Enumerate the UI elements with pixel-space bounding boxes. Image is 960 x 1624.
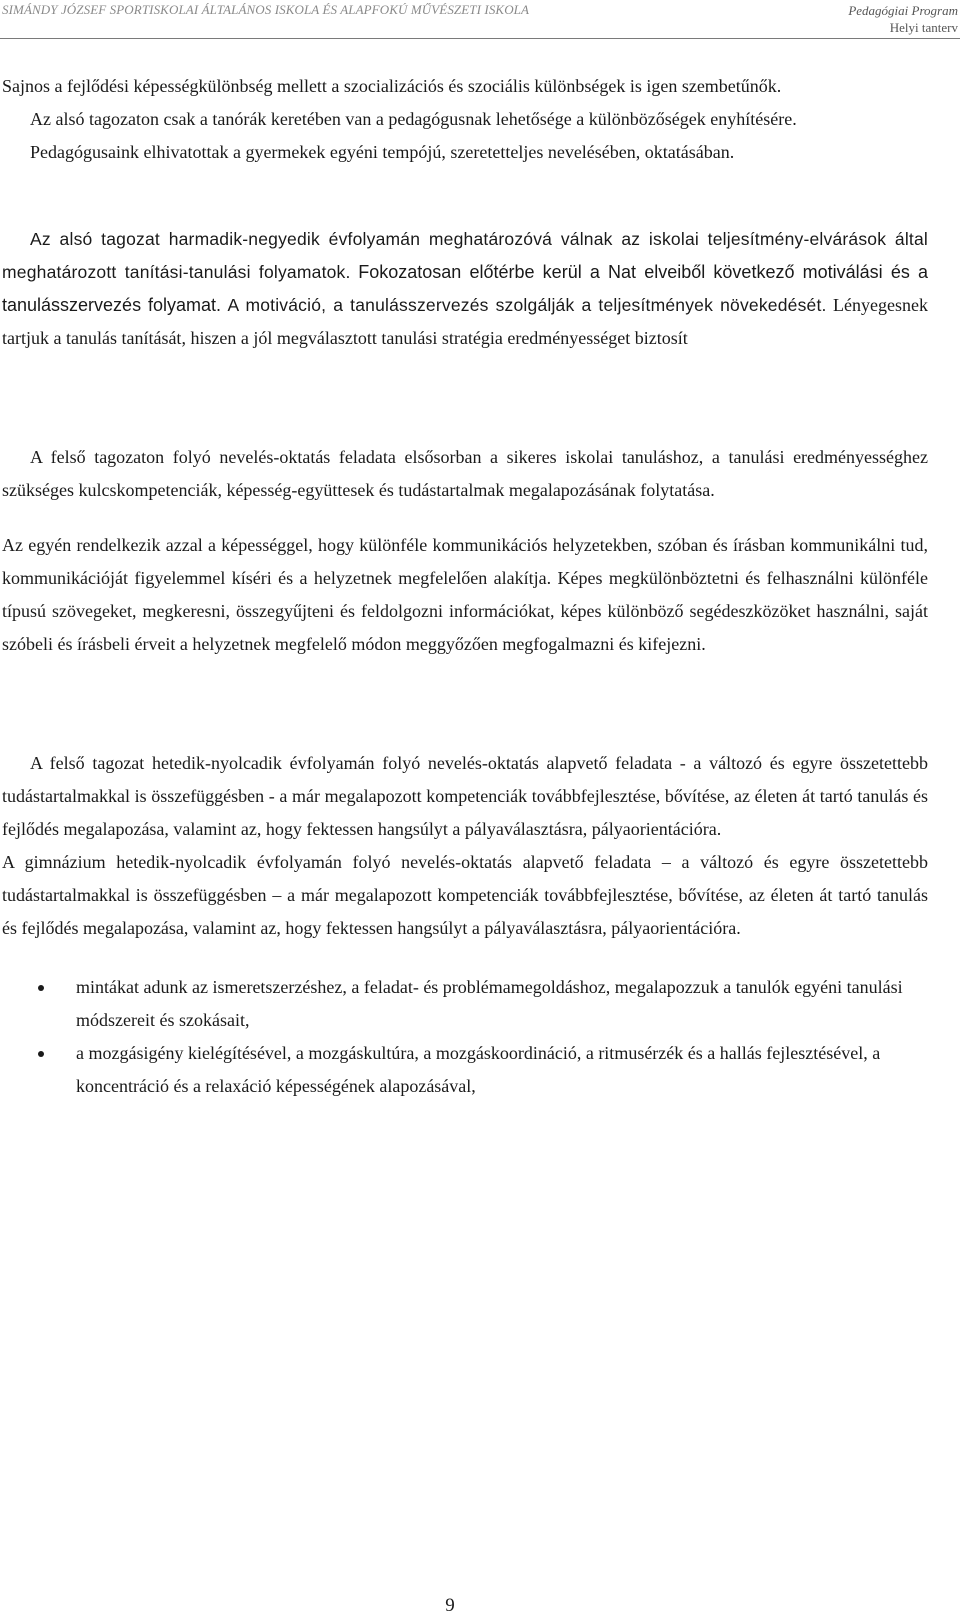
header-document-info: [848, 2, 958, 36]
spacer: [2, 507, 928, 529]
paragraph-socialization: Sajnos a fejlődési képességkülönbség mellett a szocializációs és szociális különbségek is igen szembetűnők.: [2, 76, 782, 96]
paragraph-upper-grade-tasks: A felső tagozaton folyó nevelés-oktatás feladata elsősorban a sikeres iskolai tanuláshoz, a tanulási eredményességhez szükséges kulcskompetenciák, képesség-együttesek és tudástartalmak megalapozásának folytatása.: [2, 447, 928, 500]
page-header: [0, 0, 960, 39]
paragraph-gymnasium-7-8: A gimnázium hetedik-nyolcadik évfolyamán folyó nevelés-oktatás alapvető feladata – a változó és egyre összetettebb tudástartalmakkal is összefüggésben – a már megalapozott kompetenciák továbbfejlesztése, bővítése, az életen át tartó tanulás és fejlődés megalapozása, valamint az, hogy fektessen hangsúlyt a pályaválasztásra, pályaorientációra.: [2, 852, 928, 938]
sentence-learning-strategy: Lényegesnek tartjuk a tanulás tanítását, hiszen a jól megválasztott tanulási stratégia eredményességet biztosít: [2, 295, 928, 348]
document-body: [2, 70, 928, 1103]
list-item-text: a mozgásigény kielégítésével, a mozgáskultúra, a mozgáskoordináció, a ritmusérzék és a hallás fejlesztésével, a koncentráció és a relaxáció képességének alapozásával,: [76, 1043, 881, 1096]
spacer: [2, 355, 928, 441]
paragraph-communication-skills: Az egyén rendelkezik azzal a képességgel, hogy különféle kommunikációs helyzetekben, szóban és írásban kommunikálni tud, kommunikációját figyelemmel kíséri és a helyzetnek megfelelően alakítja. Képes megkülönböztetni és felhasználni különféle típusú szövegeket, megkeresni, összegyűjteni és feldolgozni információkat, képes különböző segédeszközöket használni, saját szóbeli és írásbeli érveit a helyzetnek megfelelő módon meggyőzően megfogalmazni és kifejezni.: [2, 535, 928, 654]
school-name: SIMÁNDY JÓZSEF SPORTISKOLAI ÁLTALÁNOS ISKOLA ÉS ALAPFOKÚ MŰVÉSZETI ISKOLA: [2, 2, 530, 17]
curriculum-label: Helyi tanterv: [889, 20, 958, 35]
paragraph-teachers: Pedagógusaink elhivatottak a gyermekek egyéni tempójú, szeretetteljes nevelésében, oktatásában.: [30, 142, 735, 162]
paragraph-lower-grade-lessons: Az alsó tagozaton csak a tanórák keretében van a pedagógusnak lehetősége a különbözőségek enyhítésére.: [30, 109, 797, 129]
spacer: [2, 169, 928, 223]
paragraph-lower-grade-performance: [2, 223, 928, 355]
sentence-motivation-growth: A motiváció, a tanulásszervezés szolgálják a teljesítmények növekedését.: [227, 295, 827, 315]
bullet-list: [2, 971, 928, 1103]
list-item-text: mintákat adunk az ismeretszerzéshez, a feladat- és problémamegoldáshoz, megalapozzuk a tanulók egyéni tanulási módszereit és szokásait,: [76, 977, 903, 1030]
list-item: [2, 1037, 928, 1103]
paragraph-grades-7-8: A felső tagozat hetedik-nyolcadik évfolyamán folyó nevelés-oktatás alapvető feladata - a változó és egyre összetettebb tudástartalmakkal is összefüggésben - a már megalapozott kompetenciák továbbfejlesztése, bővítése, az életen át tartó tanulás és fejlődés megalapozása, valamint az, hogy fektessen hangsúlyt a pályaválasztásra, pályaorientációra.: [2, 753, 928, 839]
page-number: 9: [445, 1595, 455, 1616]
bullet-icon: [38, 1051, 44, 1057]
list-item: [2, 971, 928, 1037]
spacer: [2, 945, 928, 971]
sentence-motivation-process: Fokozatosan előtérbe kerül a Nat elveiből következő motiválási és a tanulásszervezés folyamat.: [2, 262, 928, 315]
program-title: Pedagógiai Program: [848, 3, 958, 18]
bullet-icon: [38, 985, 44, 991]
sentence-performance-expectations: Az alsó tagozat harmadik-negyedik évfolyamán meghatározóvá válnak az iskolai teljesítmény-elvárások által meghatározott tanítási-tanulási folyamatok.: [2, 229, 928, 282]
spacer: [2, 661, 928, 747]
